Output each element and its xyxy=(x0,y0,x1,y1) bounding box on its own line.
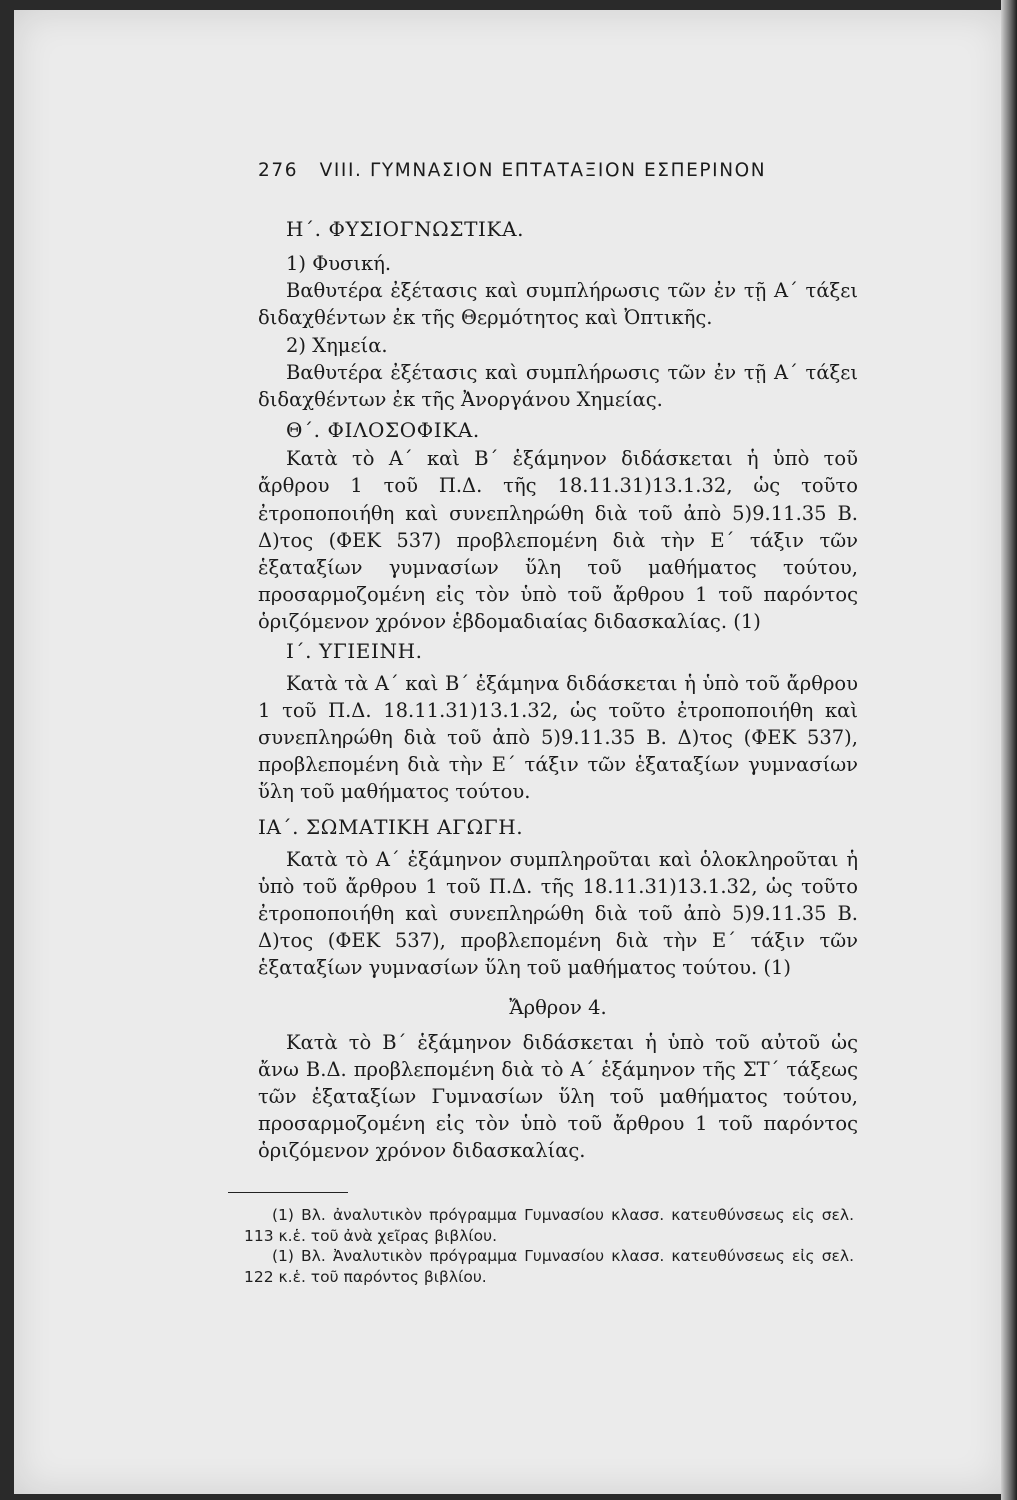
section-heading-somatiki: ΙΑ΄. ΣΩΜΑΤΙΚΗ ΑΓΩΓΗ. xyxy=(258,814,524,839)
subsection-chemistry-label: 2) Χημεία. xyxy=(286,333,388,357)
subsection-physics-label: 1) Φυσική. xyxy=(286,252,392,275)
footnote-2: (1) Βλ. Ἀναλυτικὸν πρόγραμμα Γυμνασίου κλασσ. κατευθύνσεως εἰς σελ. 122 κ.ἑ. τοῦ παρόντος βιβλίου. xyxy=(244,1247,854,1286)
running-title: VIII. ΓΥΜΝΑΣΙΟΝ ΕΠΤΑΤΑΞΙΟΝ ΕΣΠΕΡΙΝΟΝ xyxy=(319,160,767,181)
physics-paragraph: Βαθυτέρα ἐξέτασις καὶ συμπλήρωσις τῶν ἐν τῇ Α΄ τάξει διδαχθέντων ἐκ τῆς Θερμότητος καὶ Ὀπτικῆς. xyxy=(258,279,858,330)
article-4-heading: Ἄρθρον 4. xyxy=(509,995,607,1019)
ygieini-paragraph: Κατὰ τὰ Α΄ καὶ Β΄ ἑξάμηνα διδάσκεται ἡ ὑπὸ τοῦ ἄρθρου 1 τοῦ Π.Δ. 18.11.31)13.1.32, ὡς τοῦτο ἐτροποποιήθη καὶ συνεπληρώθη διὰ τοῦ ἀπὸ 5)9.11.35 Β. Δ)τος (ΦΕΚ 537), προβλεπομένη διὰ τὴν Ε΄ τάξιν τῶν ἑξαταξίων γυμνασίων ὕλη τοῦ μαθήματος τούτου. xyxy=(258,671,858,804)
filosofika-paragraph: Κατὰ τὸ Α΄ καὶ Β΄ ἑξάμηνον διδάσκεται ἡ ὑπὸ τοῦ ἄρθρου 1 τοῦ Π.Δ. τῆς 18.11.31)13.1.32, ὡς τοῦτο ἐτροποποιήθη καὶ συνεπληρώθη διὰ τοῦ ἀπὸ 5)9.11.35 Β. Δ)τος (ΦΕΚ 537) προβλεπομένη διὰ τὴν Ε΄ τάξιν τῶν ἑξαταξίων γυμνασίων ὕλη τοῦ μαθήματος τούτου, προσαρμοζομένη εἰς τὸν ὑπὸ τοῦ ἄρθρου 1 τοῦ παρόντος ὁριζόμενον χρόνον ἑβδομαδιαίας διδασκαλίας. (1) xyxy=(258,447,858,634)
somatiki-paragraph: Κατὰ τὸ Α΄ ἑξάμηνον συμπληροῦται καὶ ὁλοκληροῦται ἡ ὑπὸ τοῦ ἄρθρου 1 τοῦ Π.Δ. τῆς 18.11.31)13.1.32, ὡς τοῦτο ἐτροποποιήθη καὶ συνεπληρώθη διὰ τοῦ ἀπὸ 5)9.11.35 Β. Δ)τος (ΦΕΚ 537), προβλεπομένη διὰ τὴν Ε΄ τάξιν τῶν ἑξαταξίων γυμνασίων ὕλη τοῦ μαθήματος τούτου. (1) xyxy=(258,847,858,980)
page-number: 276 xyxy=(258,160,299,181)
footnote-separator xyxy=(228,1192,348,1193)
footnotes xyxy=(244,1205,854,1287)
article-4-paragraph: Κατὰ τὸ Β΄ ἑξάμηνον διδάσκεται ἡ ὑπὸ τοῦ αὐτοῦ ὡς ἄνω Β.Δ. προβλεπομένη διὰ τὸ Α΄ ἑξάμηνον τῆς ΣΤ΄ τάξεως τῶν ἑξαταξίων Γυμνασίων ὕλη τοῦ μαθήματος τούτου, προσαρμοζομένη εἰς τὸν ὑπὸ τοῦ ἄρθρου 1 τοῦ παρόντος ὁριζόμενον χρόνον διδασκαλίας. xyxy=(258,1030,858,1163)
body-text xyxy=(258,214,858,1165)
running-header xyxy=(258,160,858,181)
footnote-1: (1) Βλ. ἀναλυτικὸν πρόγραμμα Γυμνασίου κλασσ. κατευθύνσεως εἰς σελ. 113 κ.ἑ. τοῦ ἀνὰ χεῖρας βιβλίου. xyxy=(244,1206,854,1245)
section-heading-ygieini: Ι΄. ΥΓΙΕΙΝΗ. xyxy=(286,638,423,663)
chemistry-paragraph: Βαθυτέρα ἐξέτασις καὶ συμπλήρωσις τῶν ἐν τῇ Α΄ τάξει διδαχθέντων ἐκ τῆς Ἀνοργάνου Χημείας. xyxy=(258,360,858,412)
section-heading-physiognostika: Η΄. ΦΥΣΙΟΓΝΩΣΤΙΚΑ. xyxy=(286,217,525,241)
section-heading-filosofika: Θ΄. ΦΙΛΟΣΟΦΙΚΑ. xyxy=(286,418,480,443)
page-binding-edge xyxy=(1001,0,1017,1500)
